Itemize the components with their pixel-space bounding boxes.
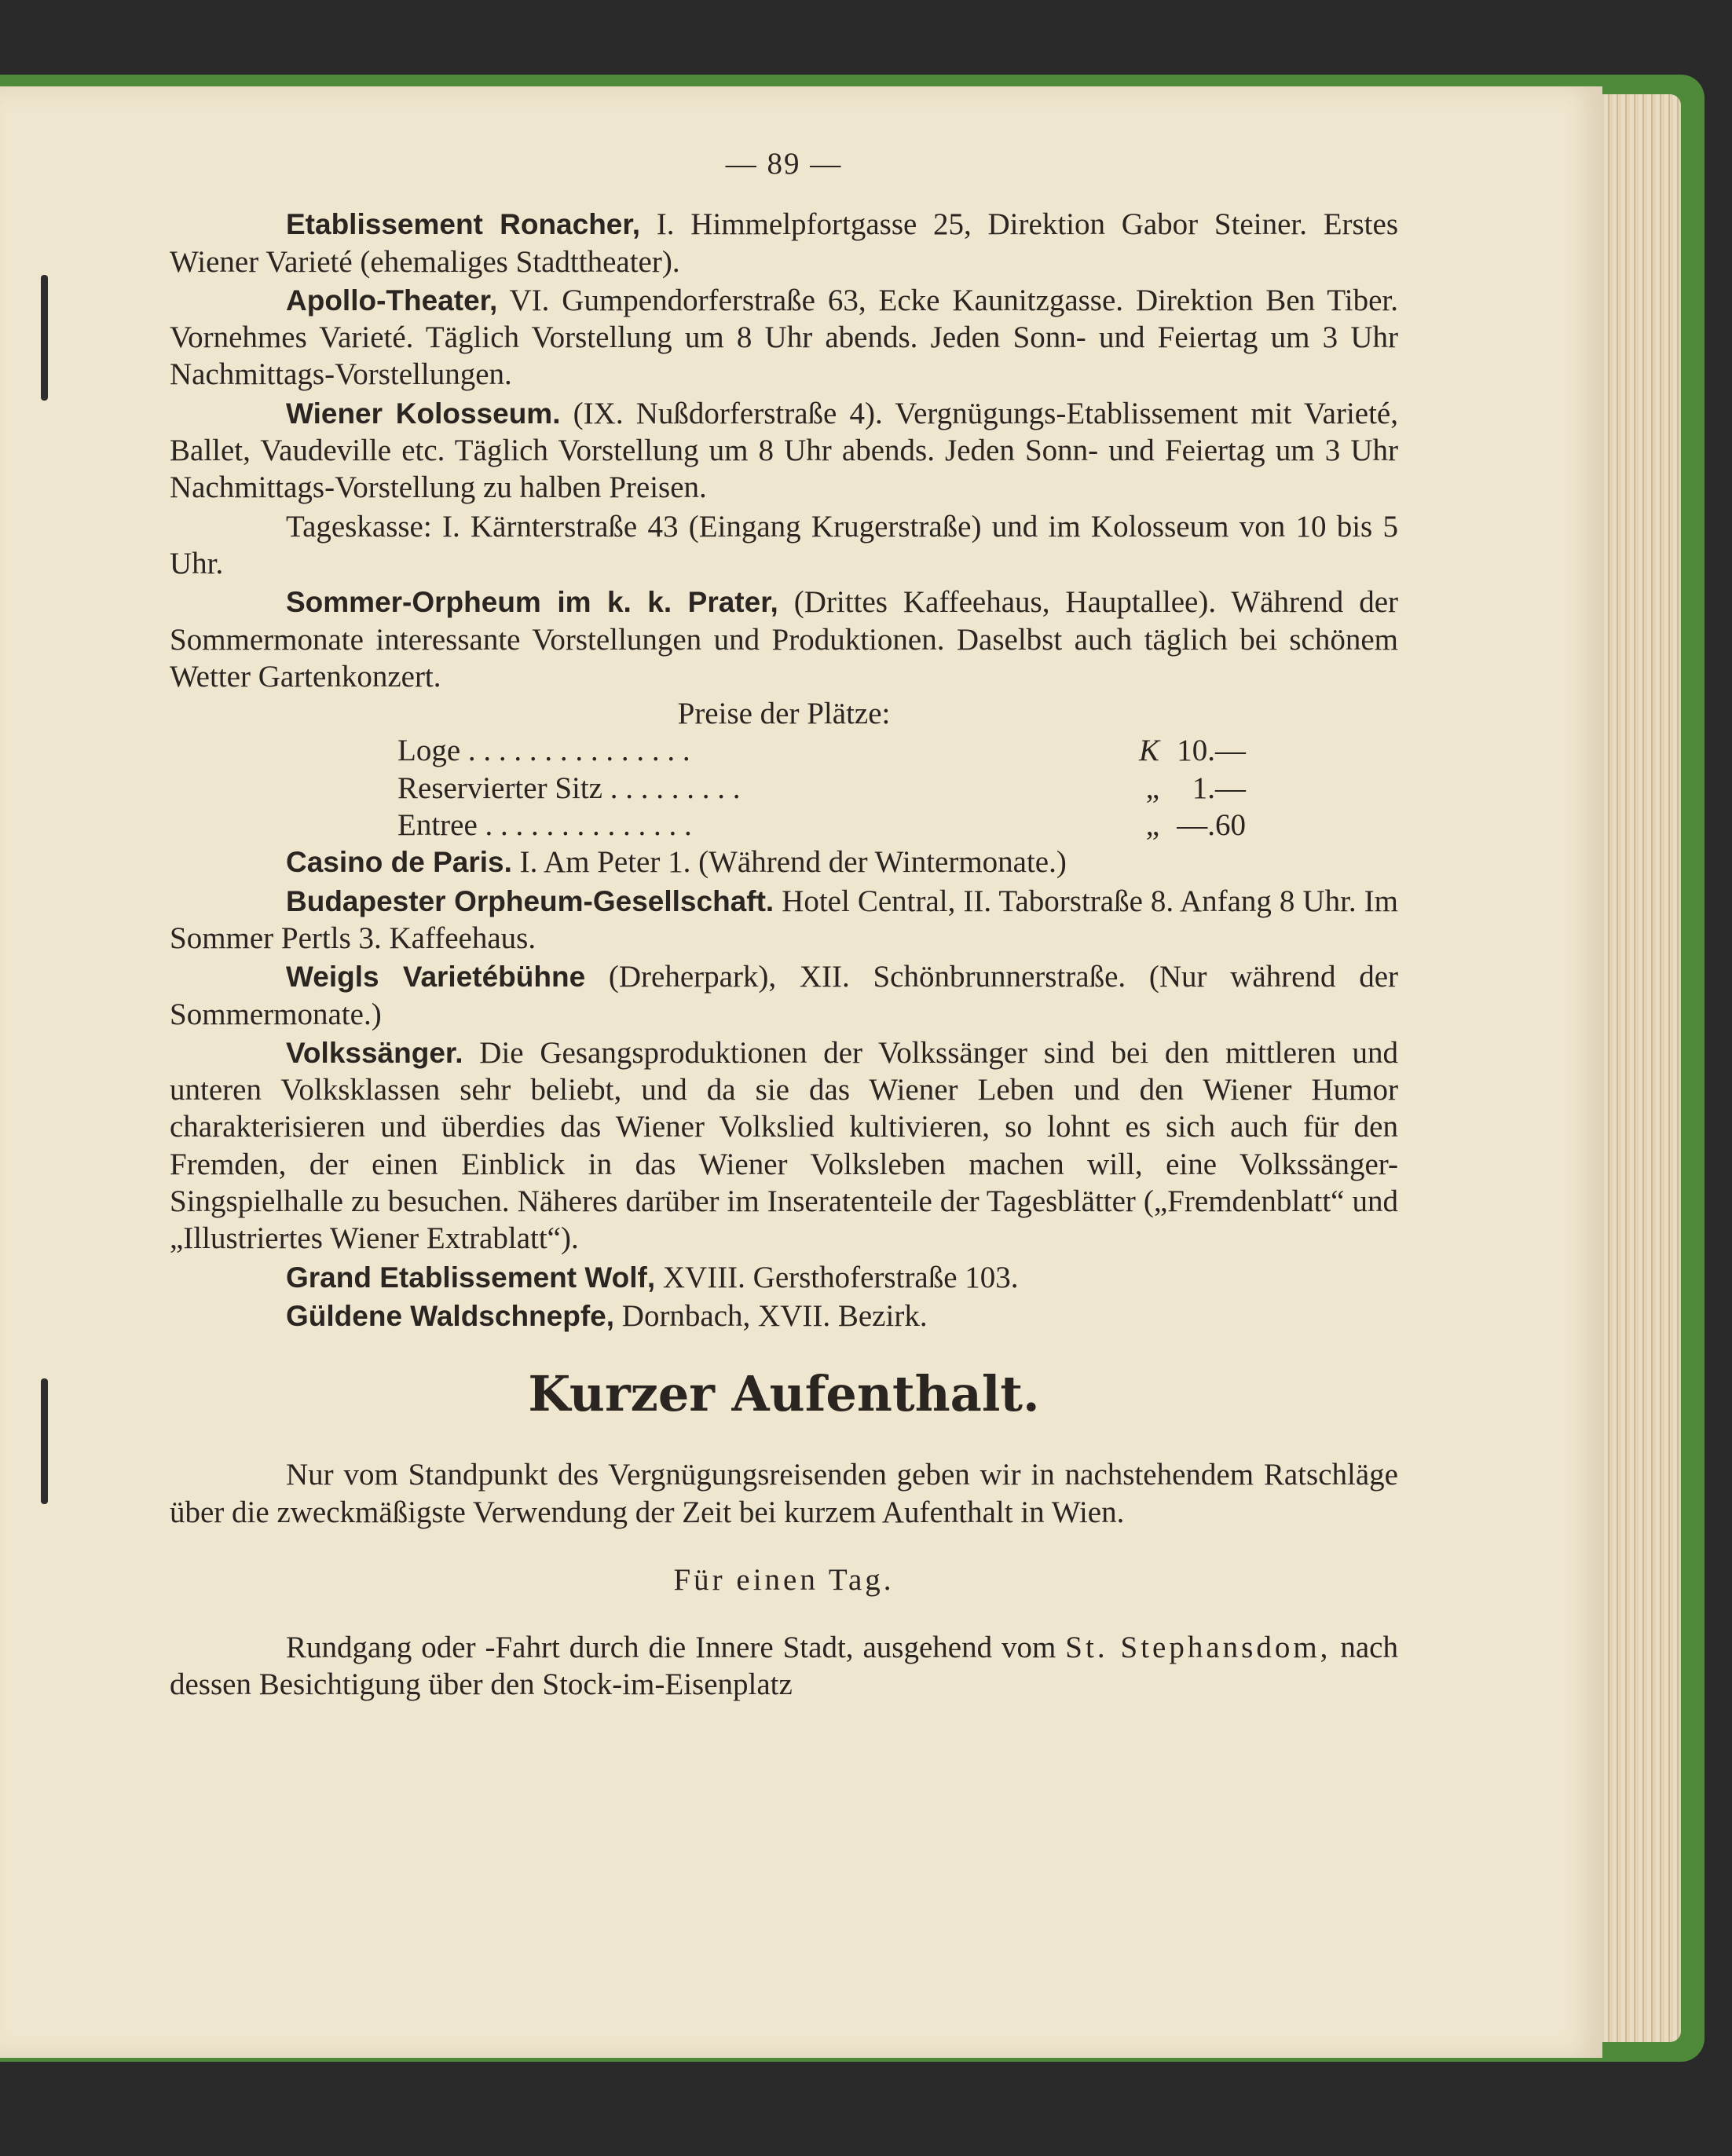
price-table bbox=[397, 732, 1246, 844]
section-title: Kurzer Aufenthalt. bbox=[528, 1365, 1040, 1423]
entry-weigls bbox=[170, 958, 1398, 1033]
entry-apollo bbox=[170, 282, 1398, 393]
entry-text: Dornbach, XVII. Bezirk. bbox=[614, 1298, 928, 1333]
price-row bbox=[397, 807, 1246, 844]
entry-text: Tageskasse: I. Kärnterstraße 43 (Eingang Krugerstraße) und im Kolosseum von 10 bis 5 Uhr. bbox=[170, 509, 1398, 580]
price-value: 1.— bbox=[1192, 771, 1246, 805]
entry-text: I. Himmelpfortgasse 25, Direktion Gabor Steiner. Erstes Wiener Varieté (ehemaliges Stadttheater). bbox=[170, 207, 1398, 279]
entry-text: (Drittes Kaffeehaus, Hauptallee). Während der Sommermonate interessante Vorstellungen und Produktionen. Daselbst auch täglich bei schönem Wetter Gartenkonzert. bbox=[170, 585, 1398, 694]
price-currency: K bbox=[1138, 734, 1159, 768]
entry-name: Casino de Paris. bbox=[286, 846, 512, 879]
price-label: Loge . . . . . . . . . . . . . . . bbox=[397, 734, 690, 768]
binding-hole bbox=[41, 275, 48, 401]
section-subheading: Für einen Tag. bbox=[673, 1562, 895, 1597]
entry-text: (IX. Nußdorferstraße 4). Vergnügungs-Etablissement mit Varieté, Ballet, Vaudeville etc. Täglich Vorstellung um 8 Uhr abends. Jeden Sonn- und Feiertag um 3 Uhr Nachmittags-Vorstellung zu halben Preisen. bbox=[170, 396, 1398, 505]
entry-text: (Dreherpark), XII. Schönbrunnerstraße. (Nur während der Sommermonate.) bbox=[170, 960, 1398, 1031]
entry-name: Volkssänger. bbox=[286, 1036, 463, 1069]
price-currency: „ bbox=[1145, 808, 1159, 843]
entry-tageskasse bbox=[170, 508, 1398, 583]
entry-volkssaenger bbox=[170, 1034, 1398, 1257]
prices-heading: Preise der Plätze: bbox=[677, 697, 891, 731]
price-currency: „ bbox=[1145, 771, 1159, 805]
entry-kolosseum bbox=[170, 395, 1398, 507]
section-intro: Nur vom Standpunkt des Vergnügungsreisenden geben wir in nachstehendem Ratschläge über die zweckmäßigste Verwendung der Zeit bei kurzem Aufenthalt in Wien. bbox=[170, 1458, 1398, 1529]
entry-text: Hotel Central, II. Taborstraße 8. Anfang 8 Uhr. Im Sommer Pertls 3. Kaffeehaus. bbox=[170, 884, 1398, 955]
entry-name: Budapester Orpheum-Gesellschaft. bbox=[286, 884, 774, 917]
entry-name: Wiener Kolosseum. bbox=[286, 397, 561, 430]
entry-text: XVIII. Gersthoferstraße 103. bbox=[655, 1260, 1019, 1294]
entry-name: Grand Etablissement Wolf, bbox=[286, 1261, 656, 1294]
section-paragraph: Rundgang oder -Fahrt durch die Innere Stadt, ausgehend vom St. Stephansdom, nach dessen Besichtigung über den Stock-im-Eisenplatz bbox=[170, 1631, 1398, 1702]
price-label: Reservierter Sitz . . . . . . . . . bbox=[397, 771, 741, 805]
page-text bbox=[170, 145, 1398, 1734]
binding-hole bbox=[41, 1378, 48, 1504]
entry-text: I. Am Peter 1. (Während der Wintermonate.) bbox=[511, 845, 1067, 880]
spaced-term: St. Stephansdom, bbox=[1065, 1631, 1331, 1665]
price-row bbox=[397, 770, 1246, 807]
entry-text: VI. Gumpendorferstraße 63, Ecke Kaunitzgasse. Direktion Ben Tiber. Vornehmes Varieté. Täglich Vorstellung um 8 Uhr abends. Jeden Sonn- und Feiertag um 3 Uhr Nachmittags-Vorstellungen. bbox=[170, 283, 1398, 392]
entry-name: Etablissement Ronacher, bbox=[286, 208, 641, 241]
entry-text: Die Gesangsproduktionen der Volkssänger sind bei den mittleren und unteren Volksklassen sehr beliebt, und da sie das Wiener Leben und den Wiener Humor charakterisieren und überdies das Wiener Volkslied kultivieren, so lohnt es sich auch für den Fremden, der einen Einblick in das Wiener Volksleben machen will, eine Volkssänger-Singspielhalle zu besuchen. Näheres darüber im Inseratenteile der Tagesblätter („Fremdenblatt“ und „Illustriertes Wiener Extrablatt“). bbox=[170, 1035, 1398, 1256]
price-row bbox=[397, 732, 1246, 769]
entry-ronacher bbox=[170, 206, 1398, 280]
entry-name: Güldene Waldschnepfe, bbox=[286, 1299, 615, 1332]
price-value: 10.— bbox=[1177, 734, 1246, 768]
entry-casino bbox=[170, 844, 1398, 880]
entry-budapester bbox=[170, 883, 1398, 957]
entry-name: Weigls Varietébühne bbox=[286, 961, 586, 994]
entry-prater bbox=[170, 584, 1398, 695]
page-number: — 89 — bbox=[725, 147, 843, 181]
entry-name: Apollo-Theater, bbox=[286, 284, 498, 317]
price-value: —.60 bbox=[1177, 808, 1246, 843]
entry-wolf bbox=[170, 1259, 1398, 1296]
entry-name: Sommer-Orpheum im k. k. Prater, bbox=[286, 586, 778, 619]
entry-waldschnepfe bbox=[170, 1298, 1398, 1334]
price-label: Entree . . . . . . . . . . . . . . bbox=[397, 808, 692, 843]
